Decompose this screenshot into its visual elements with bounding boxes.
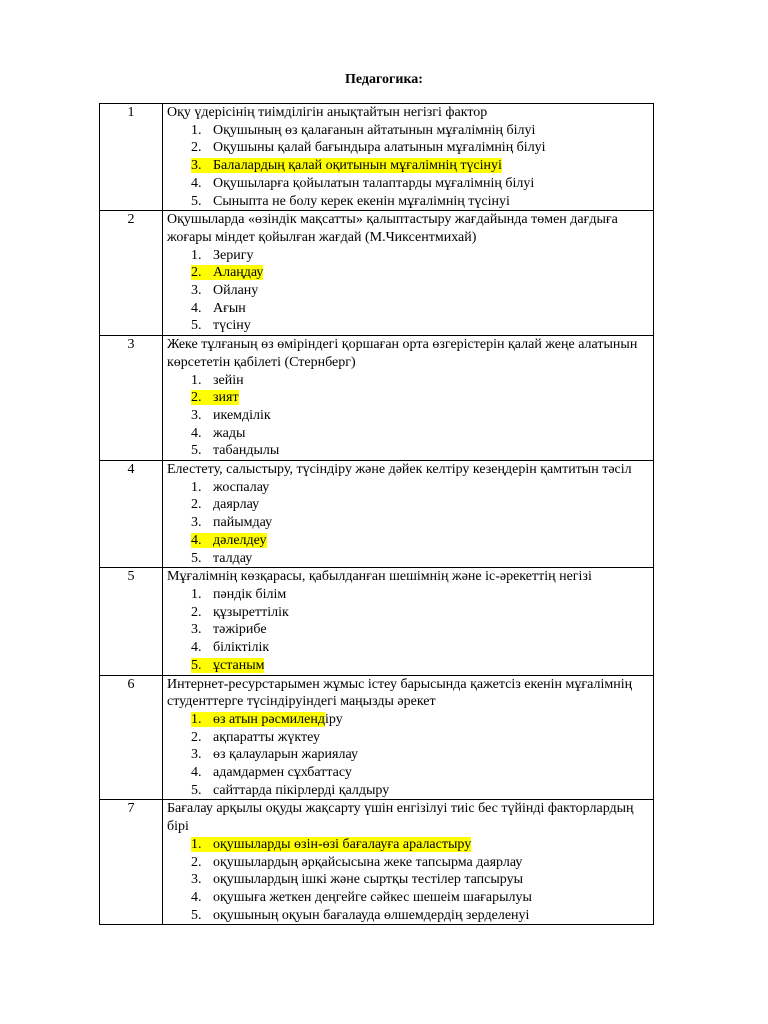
option-text-highlighted: оқушыларды өзін-өзі бағалауға араластыру bbox=[213, 836, 472, 852]
option-text-highlighted: өз атын рәсмиленд bbox=[213, 711, 325, 727]
option-text: Зеригу bbox=[213, 247, 254, 263]
answer-options-list bbox=[167, 479, 649, 568]
option-text-highlighted: Алаңдау bbox=[213, 265, 264, 281]
answer-content bbox=[191, 194, 510, 209]
option-number: 2. bbox=[191, 140, 202, 156]
answer-content bbox=[191, 318, 251, 333]
option-number: 4. bbox=[191, 532, 202, 548]
answer-content bbox=[191, 515, 272, 530]
answer-option bbox=[167, 479, 649, 497]
question-number: 3 bbox=[100, 336, 163, 461]
option-text: икемділік bbox=[213, 407, 271, 423]
question-row bbox=[100, 461, 654, 568]
highlighted-answer bbox=[191, 265, 263, 280]
answer-content bbox=[191, 872, 523, 887]
answer-option-correct bbox=[167, 657, 649, 675]
answer-options-list bbox=[167, 122, 649, 211]
option-text: табандылы bbox=[213, 443, 280, 459]
option-text: тәжірибе bbox=[213, 622, 267, 638]
option-text-highlighted: зият bbox=[213, 390, 239, 406]
option-number: 4. bbox=[191, 765, 202, 781]
answer-option-correct bbox=[167, 389, 649, 407]
option-text-highlighted: дәлелдеу bbox=[213, 532, 267, 548]
answer-options-list bbox=[167, 247, 649, 336]
answer-content bbox=[191, 783, 389, 798]
answer-option bbox=[167, 300, 649, 318]
answer-option bbox=[167, 372, 649, 390]
option-text: Сыныпта не болу керек екенін мұғалімнің түсінуі bbox=[213, 193, 510, 209]
question-cell bbox=[163, 675, 654, 800]
option-text: оқушылардың әрқайсысына жеке тапсырма даярлау bbox=[213, 854, 523, 870]
question-text: Бағалау арқылы оқуды жақсарту үшін енгізілуі тиіс бес түйінді факторлардың бірі bbox=[167, 801, 634, 835]
questions-table bbox=[99, 103, 654, 925]
question-row bbox=[100, 211, 654, 336]
answer-option-correct bbox=[167, 157, 649, 175]
option-number: 4. bbox=[191, 300, 202, 316]
option-number: 1. bbox=[191, 711, 202, 727]
answer-content bbox=[191, 551, 252, 566]
answer-content bbox=[191, 140, 546, 155]
question-text: Оқушыларда «өзіндік мақсатты» қалыптастыру жағдайында төмен дағдыға жоғары міндет қойылған жағдай (М.Чиксентмихай) bbox=[167, 212, 618, 245]
option-text: оқушының оқуын бағалауда өлшемдердің зерделенуі bbox=[213, 907, 530, 923]
option-text: Ағын bbox=[213, 300, 246, 316]
option-number: 2. bbox=[191, 265, 202, 281]
option-number: 4. bbox=[191, 889, 202, 905]
answer-option bbox=[167, 247, 649, 265]
answer-content bbox=[191, 176, 534, 191]
option-number: 5. bbox=[191, 193, 202, 209]
answer-option bbox=[167, 282, 649, 300]
option-number: 2. bbox=[191, 729, 202, 745]
answer-content bbox=[191, 587, 286, 602]
answer-content bbox=[191, 373, 244, 388]
question-number: 6 bbox=[100, 675, 163, 800]
question-row bbox=[100, 104, 654, 211]
option-text: зейін bbox=[213, 372, 244, 388]
option-number: 1. bbox=[191, 586, 202, 602]
option-text-highlighted: ұстаным bbox=[213, 657, 265, 673]
option-number: 3. bbox=[191, 515, 202, 531]
option-number: 3. bbox=[191, 622, 202, 638]
question-row bbox=[100, 675, 654, 800]
answer-content bbox=[191, 640, 269, 655]
answer-option bbox=[167, 175, 649, 193]
answer-option bbox=[167, 871, 649, 889]
option-text-rest: іру bbox=[325, 711, 343, 727]
answer-option bbox=[167, 407, 649, 425]
answer-content bbox=[191, 283, 258, 298]
question-text: Интернет-ресурстарымен жұмыс істеу барысында қажетсіз екенін мұғалімнің студенттерге түсіндіруіндегі маңызды әрекет bbox=[167, 676, 633, 710]
highlighted-answer bbox=[191, 837, 471, 852]
option-text: ақпаратты жүктеу bbox=[213, 729, 320, 745]
option-text: жады bbox=[213, 425, 246, 441]
option-number: 5. bbox=[191, 782, 202, 798]
answer-option bbox=[167, 764, 649, 782]
option-number: 3. bbox=[191, 747, 202, 763]
answer-option bbox=[167, 193, 649, 211]
option-number: 3. bbox=[191, 407, 202, 423]
answer-content bbox=[191, 765, 352, 780]
answer-option bbox=[167, 425, 649, 443]
question-cell bbox=[163, 104, 654, 211]
answer-option bbox=[167, 639, 649, 657]
answer-options-list bbox=[167, 836, 649, 925]
option-number: 4. bbox=[191, 640, 202, 656]
answer-option bbox=[167, 442, 649, 460]
option-text: оқушыға жеткен деңгейге сәйкес шешеім шағарылуы bbox=[213, 889, 532, 905]
highlighted-answer bbox=[191, 712, 325, 727]
question-cell bbox=[163, 211, 654, 336]
option-text: пайымдау bbox=[213, 515, 273, 531]
option-text: Оқушының өз қалағанын айтатынын мұғалімнің білуі bbox=[213, 122, 536, 138]
answer-options-list bbox=[167, 711, 649, 800]
answer-option bbox=[167, 782, 649, 800]
highlighted-answer bbox=[191, 158, 502, 173]
answer-content bbox=[191, 123, 535, 138]
option-text: сайттарда пікірлерді қалдыру bbox=[213, 782, 390, 798]
option-text: Ойлану bbox=[213, 283, 259, 299]
answer-content bbox=[191, 497, 259, 512]
option-text: Оқушыны қалай бағындыра алатынын мұғалімнің білуі bbox=[213, 140, 546, 156]
answer-option-correct bbox=[167, 264, 649, 282]
option-text: өз қалауларын жариялау bbox=[213, 747, 358, 763]
option-text: пәндік білім bbox=[213, 586, 287, 602]
answer-option-correct bbox=[167, 836, 649, 854]
answer-option bbox=[167, 317, 649, 335]
option-number: 2. bbox=[191, 604, 202, 620]
option-number: 3. bbox=[191, 872, 202, 888]
option-number: 1. bbox=[191, 372, 202, 388]
question-number: 4 bbox=[100, 461, 163, 568]
option-number: 5. bbox=[191, 318, 202, 334]
highlighted-answer bbox=[191, 533, 267, 548]
option-text: оқушылардың ішкі және сыртқы тестілер тапсыруы bbox=[213, 872, 523, 888]
option-text: даярлау bbox=[213, 497, 260, 513]
question-number: 5 bbox=[100, 568, 163, 675]
option-text: түсіну bbox=[213, 318, 251, 334]
answer-option bbox=[167, 139, 649, 157]
answer-content bbox=[191, 426, 245, 441]
option-number: 5. bbox=[191, 550, 202, 566]
answer-content bbox=[191, 730, 320, 745]
answer-content bbox=[191, 248, 253, 263]
option-number: 3. bbox=[191, 283, 202, 299]
question-cell bbox=[163, 461, 654, 568]
question-text: Мұғалімнің көзқарасы, қабылданған шешімнің және іс-әрекеттің негізі bbox=[167, 569, 592, 585]
question-number: 7 bbox=[100, 800, 163, 925]
option-text: жоспалау bbox=[213, 479, 270, 495]
answer-option-correct bbox=[167, 711, 649, 729]
answer-option bbox=[167, 621, 649, 639]
option-text: талдау bbox=[213, 550, 253, 566]
answer-option bbox=[167, 729, 649, 747]
question-text: Елестету, салыстыру, түсіндіру және дәйек келтіру кезеңдерін қамтитын тәсіл bbox=[167, 462, 632, 478]
question-row bbox=[100, 336, 654, 461]
answer-option bbox=[167, 586, 649, 604]
answer-option bbox=[167, 514, 649, 532]
answer-option bbox=[167, 550, 649, 568]
question-cell bbox=[163, 336, 654, 461]
option-number: 2. bbox=[191, 854, 202, 870]
answer-option bbox=[167, 907, 649, 925]
question-number: 2 bbox=[100, 211, 163, 336]
question-text: Оқу үдерісінің тиімділігін анықтайтын негізгі фактор bbox=[167, 105, 488, 120]
answer-options-list bbox=[167, 586, 649, 675]
highlighted-answer bbox=[191, 390, 239, 405]
questions-table-body bbox=[100, 104, 654, 925]
answer-content bbox=[191, 408, 271, 423]
option-number: 4. bbox=[191, 175, 202, 191]
highlighted-answer bbox=[191, 658, 264, 673]
answer-option bbox=[167, 746, 649, 764]
answer-options-list bbox=[167, 372, 649, 461]
option-number: 5. bbox=[191, 443, 202, 459]
option-number: 3. bbox=[191, 158, 202, 174]
answer-content bbox=[191, 605, 289, 620]
answer-option bbox=[167, 122, 649, 140]
option-number: 1. bbox=[191, 247, 202, 263]
option-number: 1. bbox=[191, 836, 202, 852]
answer-content bbox=[191, 747, 358, 762]
question-number: 1 bbox=[100, 104, 163, 211]
option-text-highlighted: Балалардың қалай оқитынын мұғалімнің түсінуі bbox=[213, 158, 502, 174]
answer-content bbox=[191, 622, 267, 637]
option-text: біліктілік bbox=[213, 640, 270, 656]
answer-option-correct bbox=[167, 532, 649, 550]
answer-option bbox=[167, 854, 649, 872]
option-number: 5. bbox=[191, 907, 202, 923]
answer-content bbox=[191, 890, 532, 905]
answer-content bbox=[191, 855, 522, 870]
answer-content bbox=[191, 480, 269, 495]
answer-option bbox=[167, 889, 649, 907]
option-number: 5. bbox=[191, 657, 202, 673]
option-number: 2. bbox=[191, 497, 202, 513]
option-number: 4. bbox=[191, 425, 202, 441]
option-text: құзыреттілік bbox=[213, 604, 289, 620]
option-number: 1. bbox=[191, 122, 202, 138]
answer-option bbox=[167, 604, 649, 622]
option-number: 1. bbox=[191, 479, 202, 495]
page-title: Педагогика: bbox=[345, 72, 423, 87]
answer-content bbox=[191, 908, 529, 923]
answer-content bbox=[191, 301, 246, 316]
question-cell bbox=[163, 568, 654, 675]
option-number: 2. bbox=[191, 390, 202, 406]
question-cell bbox=[163, 800, 654, 925]
option-text: адамдармен сұхбаттасу bbox=[213, 765, 352, 781]
question-row bbox=[100, 568, 654, 675]
question-text: Жеке тұлғаның өз өміріндегі қоршаған орта өзгерістерін қалай жеңе алатынын көрсететін қабілеті (Стернберг) bbox=[167, 337, 638, 370]
question-row bbox=[100, 800, 654, 925]
answer-content bbox=[191, 443, 279, 458]
answer-option bbox=[167, 496, 649, 514]
option-text: Оқушыларға қойылатын талаптарды мұғалімнің білуі bbox=[213, 175, 535, 191]
